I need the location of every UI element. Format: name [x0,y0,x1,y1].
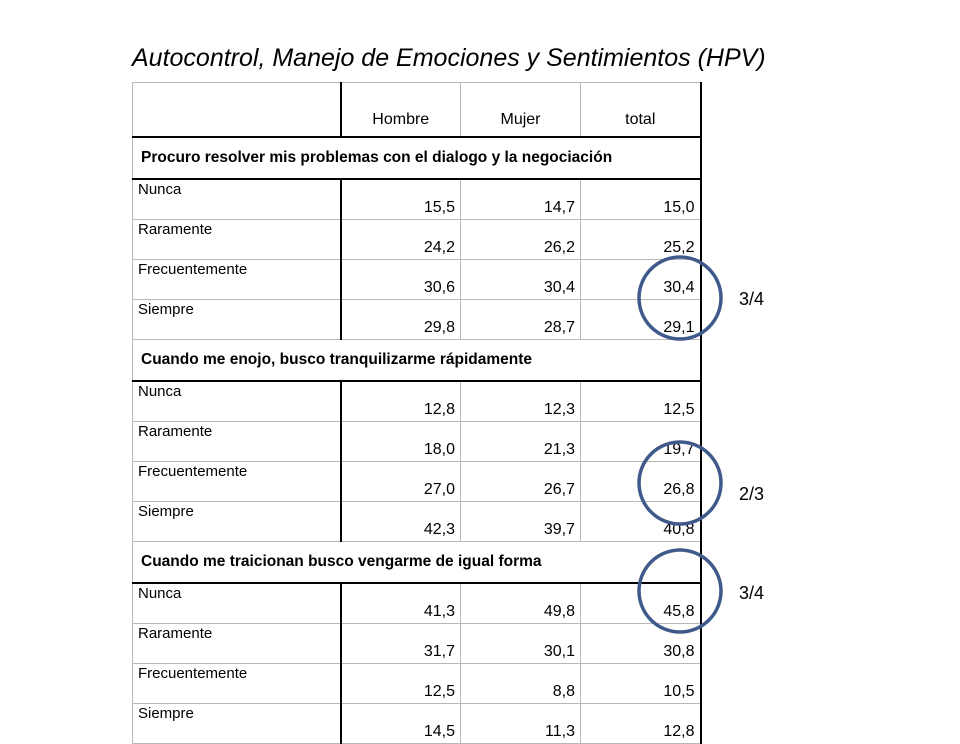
page-title: Autocontrol, Manejo de Emociones y Sentimientos (HPV) [132,44,766,72]
table-row [133,664,701,704]
table-row [133,300,701,340]
cell-mujer: 12,3 [461,381,581,422]
row-label: Raramente [133,220,341,260]
section-question-row [133,340,701,382]
cell-total: 30,8 [581,624,701,664]
section-question-row [133,137,701,179]
row-label: Siempre [133,704,341,744]
cell-mujer: 26,7 [461,462,581,502]
cell-mujer: 49,8 [461,583,581,624]
column-header-total: total [581,83,701,138]
cell-mujer: 39,7 [461,502,581,542]
table-row [133,502,701,542]
cell-total: 15,0 [581,179,701,220]
cell-hombre: 15,5 [341,179,461,220]
cell-total: 25,2 [581,220,701,260]
cell-hombre: 42,3 [341,502,461,542]
cell-hombre: 31,7 [341,624,461,664]
row-label: Frecuentemente [133,462,341,502]
cell-mujer: 30,1 [461,624,581,664]
cell-hombre: 41,3 [341,583,461,624]
row-label: Nunca [133,583,341,624]
header-row [133,83,701,138]
table-row [133,624,701,664]
cell-hombre: 12,8 [341,381,461,422]
section-question: Procuro resolver mis problemas con el dialogo y la negociación [133,137,701,179]
annotation-fraction: 2/3 [739,484,765,504]
table-row [133,583,701,624]
cell-mujer: 30,4 [461,260,581,300]
row-label: Frecuentemente [133,260,341,300]
row-label: Nunca [133,179,341,220]
data-table [132,82,702,744]
row-label: Siempre [133,300,341,340]
header-corner-cell [133,83,341,138]
row-label: Raramente [133,624,341,664]
row-label: Siempre [133,502,341,542]
cell-hombre: 14,5 [341,704,461,744]
cell-hombre: 29,8 [341,300,461,340]
table-row [133,462,701,502]
cell-hombre: 24,2 [341,220,461,260]
cell-total: 30,4 [581,260,701,300]
cell-hombre: 18,0 [341,422,461,462]
table-row [133,381,701,422]
cell-hombre: 30,6 [341,260,461,300]
cell-total: 12,5 [581,381,701,422]
table-row [133,260,701,300]
table-row [133,422,701,462]
cell-mujer: 21,3 [461,422,581,462]
cell-total: 26,8 [581,462,701,502]
section-question-row [133,542,701,584]
cell-mujer: 28,7 [461,300,581,340]
annotation-fraction: 3/4 [739,289,765,309]
cell-total: 12,8 [581,704,701,744]
row-label: Frecuentemente [133,664,341,704]
cell-hombre: 12,5 [341,664,461,704]
cell-total: 45,8 [581,583,701,624]
cell-mujer: 26,2 [461,220,581,260]
cell-mujer: 11,3 [461,704,581,744]
cell-total: 19,7 [581,422,701,462]
annotation-fraction: 3/4 [739,583,765,603]
row-label: Nunca [133,381,341,422]
column-header-mujer: Mujer [461,83,581,138]
section-question: Cuando me enojo, busco tranquilizarme rápidamente [133,340,701,382]
row-label: Raramente [133,422,341,462]
cell-total: 40,8 [581,502,701,542]
cell-hombre: 27,0 [341,462,461,502]
table-row [133,704,701,744]
cell-mujer: 8,8 [461,664,581,704]
cell-mujer: 14,7 [461,179,581,220]
section-question: Cuando me traicionan busco vengarme de igual forma [133,542,701,584]
cell-total: 29,1 [581,300,701,340]
column-header-hombre: Hombre [341,83,461,138]
cell-total: 10,5 [581,664,701,704]
table-row [133,220,701,260]
table-row [133,179,701,220]
